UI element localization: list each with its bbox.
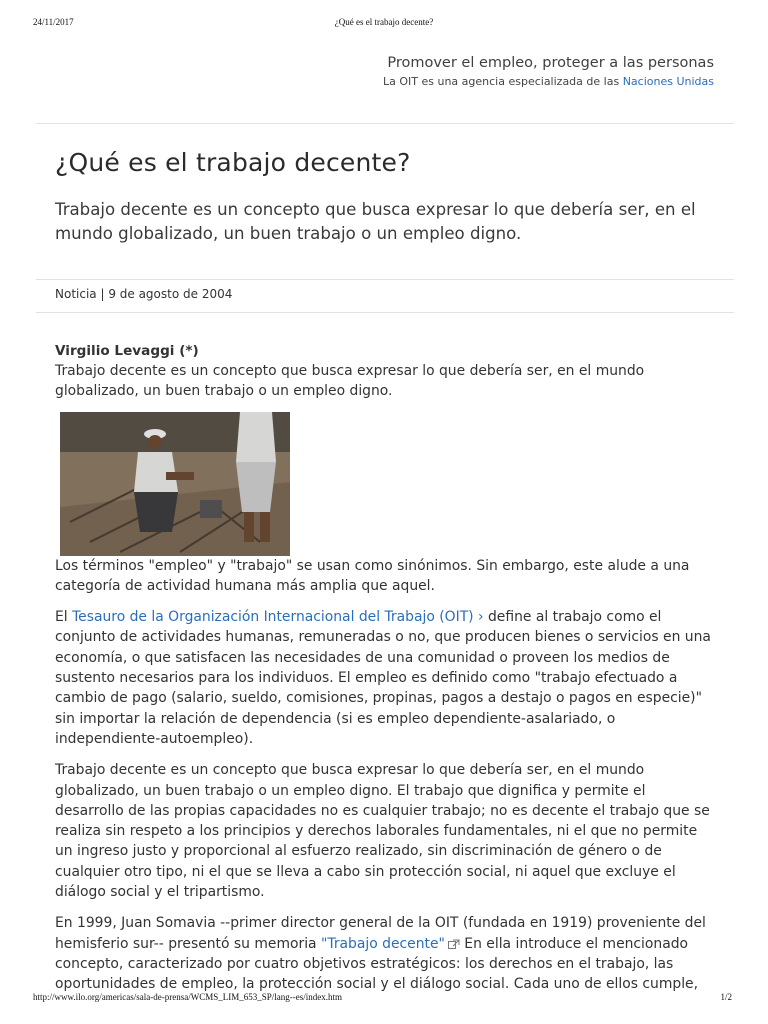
p4-prefix: En 1999, Juan Somavia --primer director general de la OIT (fundada en 1919) proveniente del hemisferio sur-- presentó su memoria [55,915,706,952]
page-title: ¿Qué es el trabajo decente? [55,148,411,177]
print-header [0,17,768,31]
site-tagline: Promover el empleo, proteger a las personas [387,55,714,71]
print-page-number: 1/2 [720,992,732,1002]
article-lead: Trabajo decente es un concepto que busca expresar lo que debería ser, en el mundo globalizado, un buen trabajo o un empleo digno. [55,200,696,243]
site-header [383,53,714,88]
p4-text: En ella introduce el mencionado concepto, caracterizado por cuatro objetivos estratégicos: los derechos en el trabajo, las oportunidades de empleo, la protección social y el diálogo social. Cada uno de ellos cumple, [55,935,699,993]
external-link-icon[interactable] [448,939,460,949]
print-title: ¿Qué es el trabajo decente? [334,17,434,27]
agency-note [383,75,714,88]
article-body [55,341,715,1006]
article-meta: Noticia | 9 de agosto de 2004 [55,287,233,301]
meta-divider-top [36,279,734,280]
article-author: Virgilio Levaggi (*) [55,343,199,359]
tesauro-oit-link[interactable]: Tesauro de la Organización Internacional del Trabajo (OIT) › [72,609,484,626]
naciones-unidas-link[interactable]: Naciones Unidas [622,75,714,88]
p2-prefix: El [55,609,73,626]
print-date: 24/11/2017 [33,17,74,27]
photo-illustration [60,412,290,556]
article-paragraph-1: Los términos "empleo" y "trabajo" se usan como sinónimos. Sin embargo, este alude a una categoría de actividad humana más amplia que aquel. [55,557,690,594]
article-paragraph-2 [55,607,715,749]
trabajo-decente-link[interactable]: "Trabajo decente" [320,935,445,952]
print-footer [0,992,768,1006]
article-paragraph-3: Trabajo decente es un concepto que busca expresar lo que debería ser, en el mundo globalizado, un buen trabajo o un empleo digno. El trabajo que dignifica y permite el desarrollo de las propias capacidades no es cualquier trabajo; no es decente el trabajo que se realiza sin respeto a los principios y derechos laborales fundamentales, ni el que no permite un ingreso justo y proporcional al esfuerzo realizado, sin discriminación de género o de cualquier otro tipo, ni el que se lleva a cabo sin protección social, ni aquel que excluye el diálogo social y el tripartismo. [55,762,710,901]
p2-text: define al trabajo como el conjunto de actividades humanas, remuneradas o no, que producen bienes o servicios en una economía, o que satisfacen las necesidades de una comunidad o proveen los medios de sustento necesarios para los individuos. El empleo es definido como "trabajo efectuado a cambio de pago (salario, sueldo, comisiones, propinas, pagos a destajo o pagos en especie)" sin importar la relación de dependencia (si es empleo dependiente-asalariado, o independiente-autoempleo). [55,609,711,747]
header-divider [36,123,734,124]
article-intro: Trabajo decente es un concepto que busca expresar lo que debería ser, en el mundo globalizado, un buen trabajo o un empleo digno. [55,363,645,400]
article-photo-workers [60,412,290,556]
article-paragraph-4 [55,913,715,994]
meta-divider-bottom [36,312,734,313]
agency-prefix: La OIT es una agencia especializada de las [383,75,623,88]
print-url: http://www.ilo.org/americas/sala-de-prensa/WCMS_LIM_653_SP/lang--es/index.htm [33,992,342,1002]
